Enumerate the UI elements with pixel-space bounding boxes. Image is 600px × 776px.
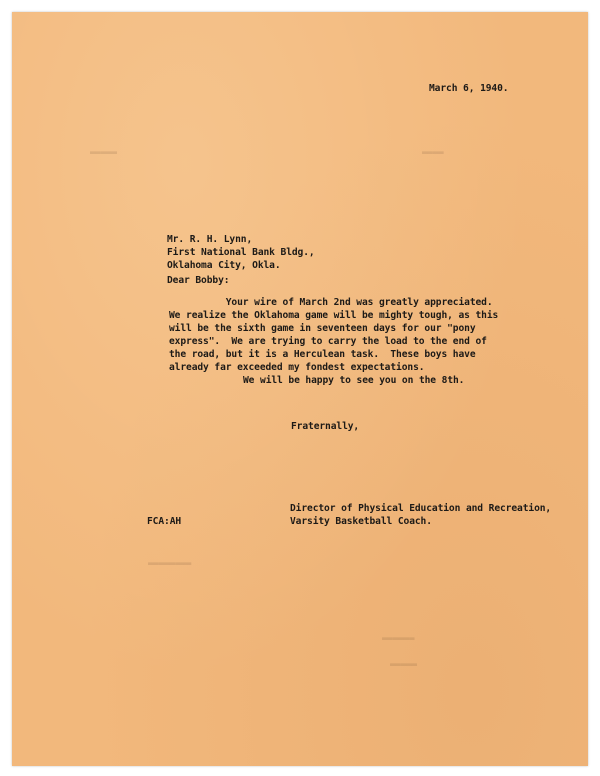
- signature-line: Director of Physical Education and Recreation,: [290, 503, 552, 514]
- body-line: We realize the Oklahoma game will be mighty tough, as this: [169, 310, 499, 321]
- signature-line: Varsity Basketball Coach.: [290, 516, 432, 527]
- letter-body: [169, 296, 498, 374]
- letter-page: [12, 12, 588, 766]
- recipient-line: Mr. R. H. Lynn,: [167, 234, 253, 245]
- typist-initials: FCA:AH: [147, 516, 182, 527]
- bleed-through-mark: ▬▬▬▬▬: [390, 660, 418, 670]
- bleed-through-mark: ▬▬▬▬▬▬: [382, 634, 415, 644]
- body-line: will be the sixth game in seventeen days for our "pony: [169, 323, 476, 334]
- bleed-through-mark: ▬▬▬▬: [422, 148, 444, 158]
- body-line: express". We are trying to carry the load to the end of: [169, 336, 487, 347]
- bleed-through-mark: ▬▬▬▬▬: [90, 148, 118, 158]
- closing-note: We will be happy to see you on the 8th.: [243, 375, 465, 386]
- signoff: Fraternally,: [291, 421, 360, 432]
- body-line: Your wire of March 2nd was greatly appreciated.: [169, 297, 493, 308]
- salutation: Dear Bobby:: [167, 275, 230, 286]
- body-line: the road, but it is a Herculean task. These boys have: [169, 349, 476, 360]
- bleed-through-mark: ▬▬▬▬▬▬▬▬: [148, 559, 192, 569]
- recipient-line: Oklahoma City, Okla.: [167, 260, 281, 271]
- body-line: already far exceeded my fondest expectations.: [169, 362, 425, 373]
- recipient-line: First National Bank Bldg.,: [167, 247, 315, 258]
- signature-block: [290, 502, 551, 528]
- recipient-address: [167, 233, 315, 272]
- letter-date: March 6, 1940.: [429, 83, 509, 94]
